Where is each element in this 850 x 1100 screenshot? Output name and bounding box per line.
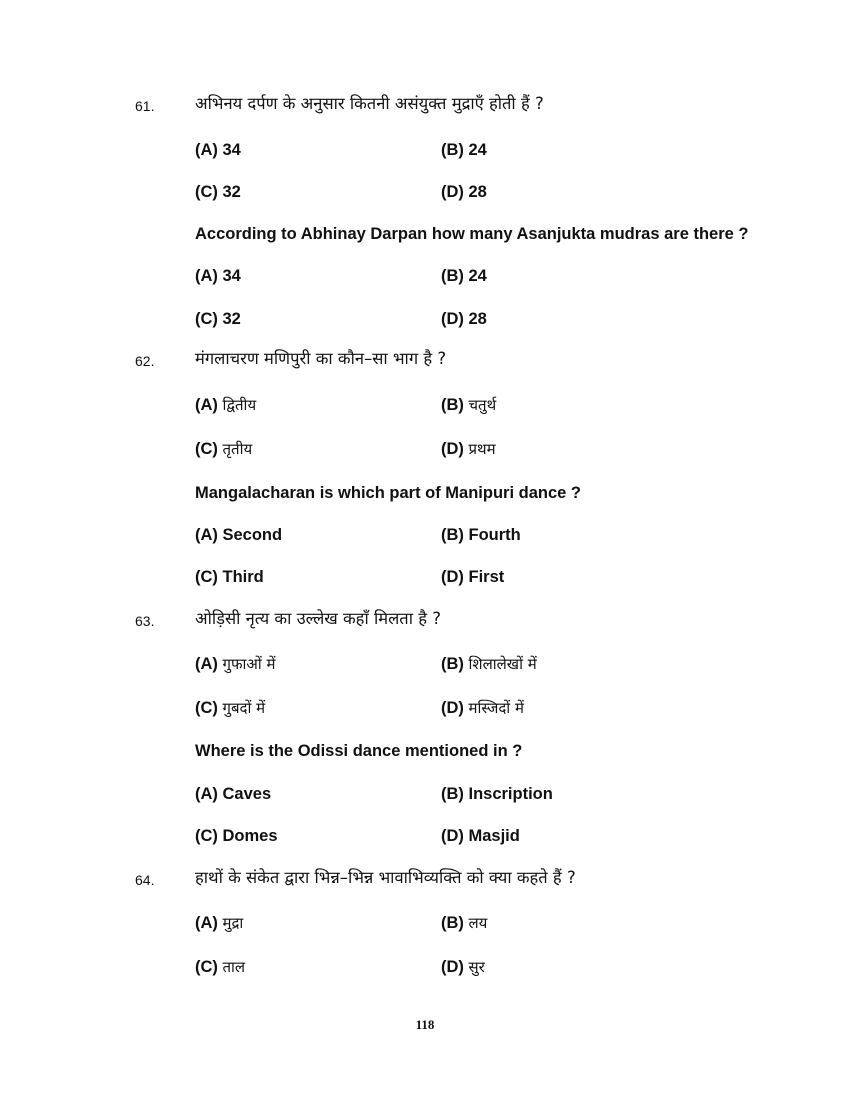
option-a: (A) मुद्रा <box>195 914 244 932</box>
question-number: 63. <box>135 613 155 629</box>
option-a: (A) Second <box>195 526 283 544</box>
question-text-hindi: अभिनय दर्पण के अनुसार कितनी असंयुक्त मुद्राएँ होती हैं ? <box>195 94 544 113</box>
option-b: (B) 24 <box>441 267 487 285</box>
option-d: (D) सुर <box>441 958 485 976</box>
option-b: (B) चतुर्थ <box>441 396 497 414</box>
option-c: (C) 32 <box>195 310 241 328</box>
option-d: (D) 28 <box>441 310 487 328</box>
question-number: 61. <box>135 98 155 114</box>
option-c: (C) Third <box>195 568 264 586</box>
option-d: (D) 28 <box>441 183 487 201</box>
option-a: (A) द्वितीय <box>195 396 257 414</box>
option-c: (C) Domes <box>195 827 278 845</box>
option-d: (D) मस्जिदों में <box>441 699 524 717</box>
option-a: (A) 34 <box>195 267 241 285</box>
option-b: (B) शिलालेखों में <box>441 655 537 673</box>
page-number: 118 <box>415 1017 435 1032</box>
question-text-hindi: हाथों के संकेत द्वारा भिन्न–भिन्न भावाभिव्यक्ति को क्या कहते हैं ? <box>195 868 576 887</box>
question-number: 62. <box>135 353 155 369</box>
option-b: (B) Fourth <box>441 526 521 544</box>
option-c: (C) ताल <box>195 958 246 976</box>
option-b: (B) Inscription <box>441 785 553 803</box>
option-b: (B) 24 <box>441 141 487 159</box>
option-a: (A) गुफाओं में <box>195 655 276 673</box>
option-c: (C) तृतीय <box>195 440 253 458</box>
option-a: (A) 34 <box>195 141 241 159</box>
question-number: 64. <box>135 872 155 888</box>
option-d: (D) Masjid <box>441 827 520 845</box>
question-text-english: Mangalacharan is which part of Manipuri dance ? <box>195 484 581 502</box>
question-text-english: Where is the Odissi dance mentioned in ? <box>195 742 523 760</box>
option-c: (C) 32 <box>195 183 241 201</box>
question-text-hindi: मंगलाचरण मणिपुरी का कौन–सा भाग है ? <box>195 349 447 368</box>
option-a: (A) Caves <box>195 785 272 803</box>
option-d: (D) First <box>441 568 505 586</box>
question-text-english: According to Abhinay Darpan how many Asanjukta mudras are there ? <box>195 225 749 243</box>
option-c: (C) गुबदों में <box>195 699 266 717</box>
option-d: (D) प्रथम <box>441 440 496 458</box>
option-b: (B) लय <box>441 914 488 932</box>
question-text-hindi: ओड़िसी नृत्य का उल्लेख कहाँ मिलता है ? <box>195 609 441 628</box>
